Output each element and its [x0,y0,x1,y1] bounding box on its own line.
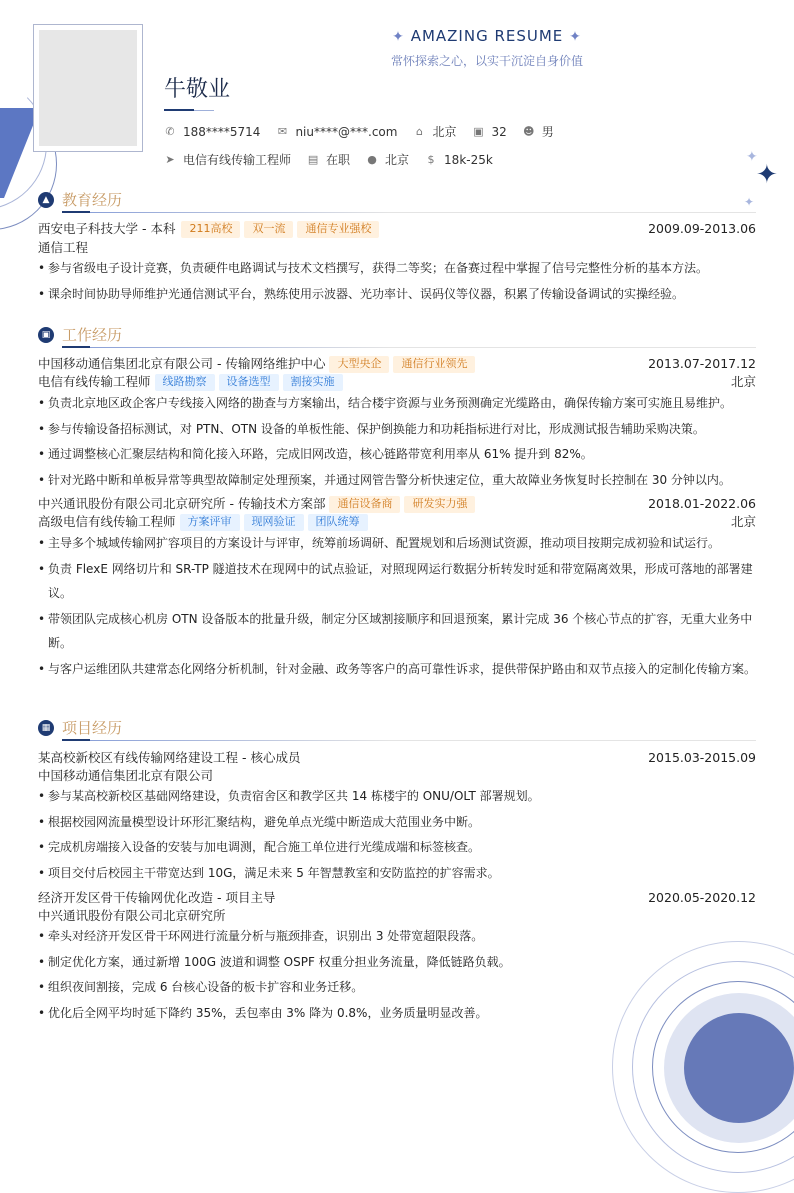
briefcase-icon: ▣ [38,327,54,343]
education-entry [38,221,756,238]
section-divider [62,347,756,348]
education-section-title [38,190,756,210]
list-item: • 通过调整核心汇聚层结构和简化接入环路，完成旧网改造，核心链路带宽利用率从 61% 提升到 82%。 [38,442,756,467]
company-name: 中国移动通信集团北京有限公司 - 传输网络维护中心 [38,356,326,371]
mail-icon: ✉ [277,124,288,138]
position-text: 电信有线传输工程师 [183,153,292,167]
job-city: 北京 [730,374,756,389]
sparkle-icon: ✦ [756,160,778,190]
job-role [38,374,756,391]
list-item: • 牵头对经济开发区骨干环网进行流量分析与瓶颈排查，识别出 3 处带宽超限段落。 [38,924,756,949]
list-item: • 针对光路中断和单板异常等典型故障制定处理预案，并通过网管告警分析快速定位，重大故障业务恢复时长控制在 30 分钟以内。 [38,468,756,493]
section-title-text: 工作经历 [62,326,123,344]
list-item: • 带领团队完成核心机房 OTN 设备版本的批量升级，制定分区域割接顺序和回退预案，累计完成 36 个核心节点的扩容，无重大业务中断。 [38,607,756,656]
job-bullets [38,531,756,682]
status-text: 在职 [326,153,351,167]
list-item: • 优化后全网平均时延下降约 35%，丢包率由 3% 降为 0.8%，业务质量明显改善。 [38,1001,756,1026]
tag: 通信行业领先 [393,356,475,373]
list-item: • 负责 FlexE 网络切片和 SR-TP 隧道技术在现网中的试点验证，对照现网运行数据分析转发时延和带宽隔离效果，形成可落地的部署建议。 [38,557,756,606]
list-item: • 参与某高校新校区基础网络建设，负责宿舍区和教学区共 14 栋楼宇的 ONU/OLT 部署规划。 [38,784,756,809]
school-name: 西安电子科技大学 - 本科 [38,221,176,236]
section-divider [62,740,756,741]
email-text: niu****@***.com [295,125,398,139]
contact-row [164,124,570,140]
job-entry [38,356,756,373]
project-entry [38,750,756,767]
cake-icon: ▣ [473,124,484,138]
brand-title [387,26,587,47]
list-item: • 组织夜间割接，完成 6 台核心设备的板卡扩容和业务迁移。 [38,975,756,1000]
list-item: • 负责北京地区政企客户专线接入网络的勘查与方案输出，结合楼宇资源与业务预测确定光缆路由，确保传输方案可实施且易维护。 [38,391,756,416]
role-title: 高级电信有线传输工程师 [38,514,176,529]
job-role [38,514,756,531]
tag: 通信专业强校 [297,221,379,238]
project-org [38,908,756,925]
tag: 线路勘察 [155,374,215,391]
target-city-text: 北京 [385,153,410,167]
list-item: • 完成机房端接入设备的安装与加电调测，配合施工单位进行光缆成端和标签核查。 [38,835,756,860]
list-item: • 制定优化方案，通过新增 100G 波道和调整 OSPF 权重分担业务流量，降低链路负载。 [38,950,756,975]
project-org [38,768,756,785]
brand-text: AMAZING RESUME [410,27,564,45]
work-section-title [38,325,756,345]
coin-icon: $ [427,152,435,166]
phone-item [164,124,260,140]
org-text: 中国移动通信集团北京有限公司 [38,768,214,783]
age-item [472,124,506,140]
send-icon: ➤ [165,152,175,166]
date-range: 2009.09-2013.06 [648,221,756,236]
education-major [38,240,756,257]
email-item [276,124,397,140]
date-range: 2013.07-2017.12 [648,356,756,371]
profile-photo [33,24,143,152]
project-name: 某高校新校区有线传输网络建设工程 - 核心成员 [38,750,301,765]
section-divider [62,212,756,213]
list-item: • 主导多个城域传输网扩容项目的方案设计与评审，统筹前场调研、配置规划和后场测试资源，推动项目按期完成初验和试运行。 [38,531,756,556]
sparkle-icon: ✦ [744,195,755,209]
gender-item [523,124,554,140]
tag: 团队统筹 [308,514,368,531]
tag: 研发实力强 [404,496,475,513]
tag: 大型央企 [329,356,389,373]
briefcase-icon: ▤ [307,152,319,166]
motto: 常怀探索之心，以实干沉淀自身价值 [390,54,583,68]
list-item: • 参与省级电子设计竞赛，负责硬件电路调试与技术文档撰写，获得二等奖；在备赛过程中掌握了信号完整性分析的基本方法。 [38,256,756,281]
sparkle-icon: ✦ [746,149,758,165]
project-bullets [38,784,756,886]
job-city: 北京 [730,514,756,529]
tag: 通信设备商 [329,496,400,513]
city-item [413,124,456,140]
date-range: 2015.03-2015.09 [648,750,756,765]
list-item: • 与客户运维团队共建常态化网络分析机制，针对金融、政务等客户的高可靠性诉求，提供带保护路由和双节点接入的定制化传输方案。 [38,657,756,682]
sparkle-icon: ✦ [392,29,405,45]
candidate-name: 牛敬业 [164,77,231,102]
location-pin-icon: ● [367,152,377,166]
tag: 双一流 [244,221,293,238]
target-city-item [366,152,409,168]
grid-icon: ▦ [38,720,54,736]
section-title-text: 项目经历 [62,719,123,737]
phone-text: 188****5714 [183,125,261,139]
tag: 设备选型 [219,374,279,391]
graduation-cap-icon: ▲ [38,192,54,208]
role-title: 电信有线传输工程师 [38,374,151,389]
gender-text: 男 [541,125,554,139]
salary-item [425,152,493,168]
smiley-icon: ☻ [523,124,535,138]
city-text: 北京 [432,125,457,139]
company-name: 中兴通讯股份有限公司北京研究所 - 传输技术方案部 [38,496,326,511]
phone-icon: ✆ [165,124,175,138]
job-intent-row [164,152,509,168]
job-entry [38,496,756,513]
date-range: 2020.05-2020.12 [648,890,756,905]
section-title-text: 教育经历 [62,191,123,209]
home-icon: ⌂ [415,124,423,138]
org-text: 中兴通讯股份有限公司北京研究所 [38,908,226,923]
tag: 现网验证 [244,514,304,531]
project-entry [38,890,756,907]
tag: 方案评审 [180,514,240,531]
tag: 割接实施 [283,374,343,391]
project-name: 经济开发区骨干传输网优化改造 - 项目主导 [38,890,276,905]
list-item: • 项目交付后校园主干带宽达到 10G，满足未来 5 年智慧教室和安防监控的扩容需求。 [38,861,756,886]
date-range: 2018.01-2022.06 [648,496,756,511]
tag: 211高校 [181,221,240,238]
major-text: 通信工程 [38,240,89,255]
salary-text: 18k-25k [444,153,493,167]
project-section-title [38,718,756,738]
education-bullets [38,256,756,307]
list-item: • 根据校园网流量模型设计环形汇聚结构，避免单点光缆中断造成大范围业务中断。 [38,810,756,835]
list-item: • 课余时间协助导师维护光通信测试平台，熟练使用示波器、光功率计、误码仪等仪器，积累了传输设备调试的实操经验。 [38,282,756,307]
sparkle-icon: ✦ [569,29,582,45]
status-item [307,152,350,168]
name-underline-fade [194,110,214,111]
age-text: 32 [491,125,507,139]
name-underline [164,109,194,111]
project-bullets [38,924,756,1026]
list-item: • 参与传输设备招标测试，对 PTN、OTN 设备的单板性能、保护倒换能力和功耗指标进行对比，形成测试报告辅助采购决策。 [38,417,756,442]
job-bullets [38,391,756,493]
position-item [164,152,291,168]
